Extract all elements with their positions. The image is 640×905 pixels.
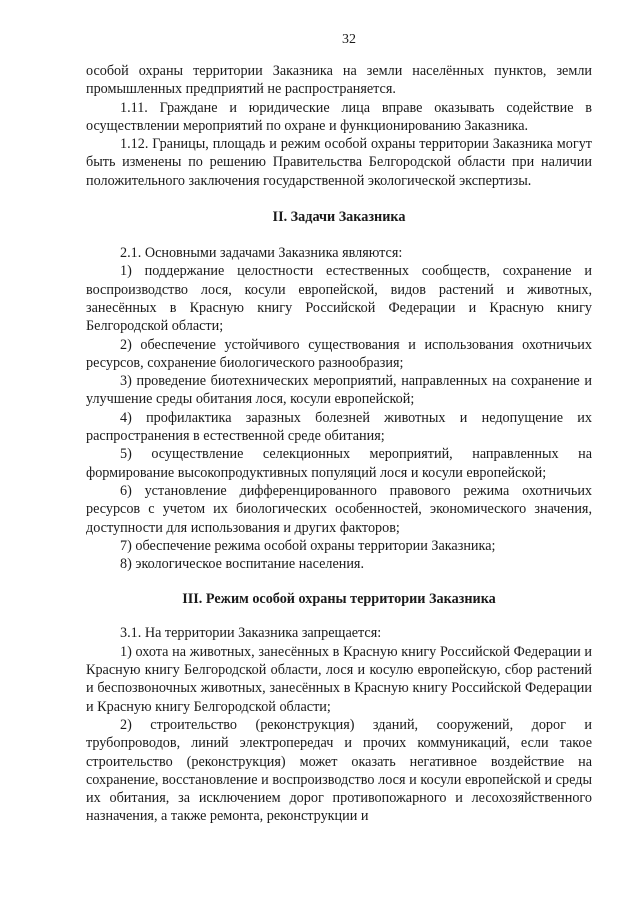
paragraph-1-11: 1.11. Граждане и юридические лица вправе оказывать содействие в осуществлении мероприятий по охране и функционированию Заказника. — [86, 99, 592, 134]
section-3-heading: III. Режим особой охраны территории Заказника — [182, 591, 496, 608]
paragraph-1-12: 1.12. Границы, площадь и режим особой охраны территории Заказника могут быть изменены по решению Правительства Белгородской области при наличии положительного заключения государственной экологической экспертизы. — [86, 136, 592, 189]
section-2-item-4: 4) профилактика заразных болезней животных и недопущение их распространения в естественной среде обитания; — [86, 409, 592, 445]
section-2-item-1: 1) поддержание целостности естественных сообществ, сохранение и воспроизводство лося, косули европейской, видов растений и животных, занесённых в Красную книгу Российской Федерации и Красную книгу Белгородской области; — [86, 263, 592, 335]
section-2-intro: 2.1. Основными задачами Заказника являются: — [120, 245, 403, 262]
page-number: 32 — [342, 32, 356, 47]
section-2-item-2: 2) обеспечение устойчивого существования и использования охотничьих ресурсов, сохранение биологического разнообразия; — [86, 336, 592, 371]
section-2-item-8: 8) экологическое воспитание населения. — [120, 556, 365, 573]
section-2-item-3: 3) проведение биотехнических мероприятий, направленных на сохранение и улучшение среды обитания лося, косули европейской; — [86, 373, 592, 408]
section-2-heading: II. Задачи Заказника — [272, 209, 406, 226]
section-3-intro: 3.1. На территории Заказника запрещается: — [120, 625, 382, 642]
section-2-item-7: 7) обеспечение режима особой охраны территории Заказника; — [120, 537, 496, 554]
paragraph-continuation: особой охраны территории Заказника на земли населённых пунктов, земли промышленных предприятий не распространяется. — [86, 63, 592, 98]
section-2-item-6: 6) установление дифференцированного правового режима охотничьих ресурсов с учетом их биологических особенностей, экономического значения, доступности для использования и других факторов; — [86, 482, 592, 536]
section-3-item-2: 2) строительство (реконструкция) зданий, сооружений, дорог и трубопроводов, линий электропередач и прочих коммуникаций, если такое строительство (реконструкция) может оказать негативное воздействие на сохранение, восстановление и воспроизводство лося и косули европейской и среды их обитания, за исключением дорог противопожарного и лесохозяйственного назначения, а также ремонта, реконструкции и — [86, 716, 592, 825]
section-2-item-5: 5) осуществление селекционных мероприятий, направленных на формирование высокопродуктивных популяций лося и косули европейской; — [86, 446, 592, 481]
section-3-item-1: 1) охота на животных, занесённых в Красную книгу Российской Федерации и Красную книгу Белгородской области, лося и косулю европейскую, сбор растений и беспозвоночных животных, занесённых в Красную книгу Российской Федерации и Красную книгу Белгородской области; — [86, 643, 592, 715]
